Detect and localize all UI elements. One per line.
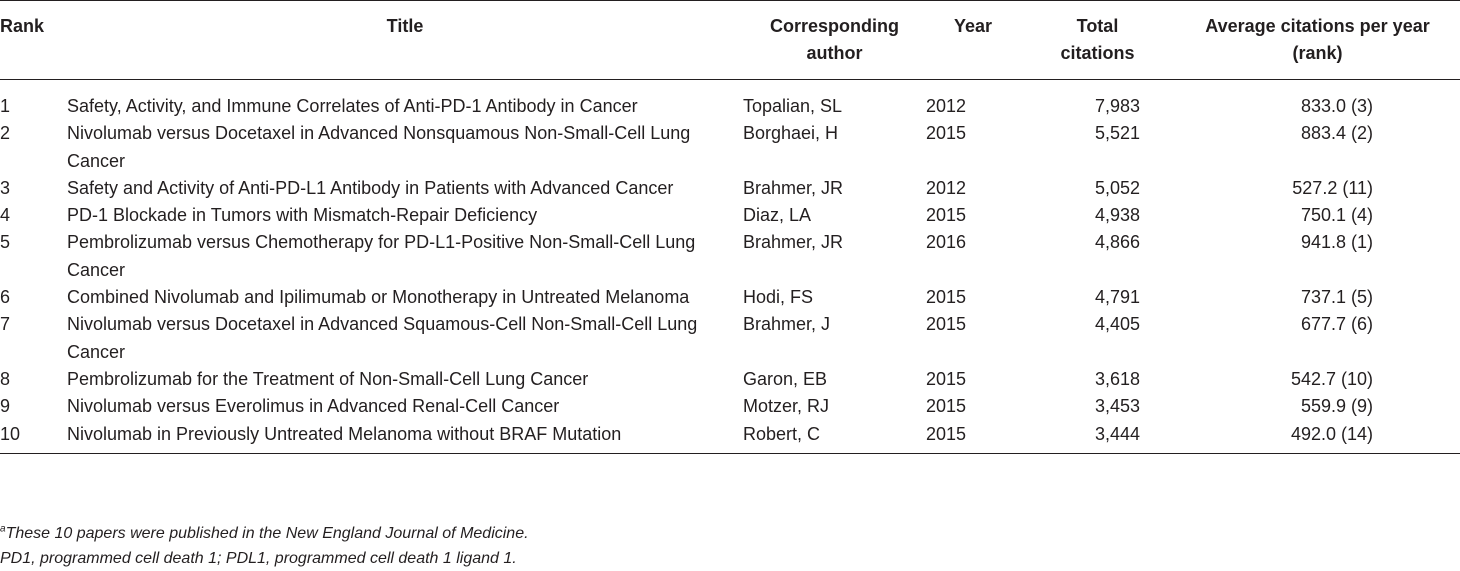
header-author-line2: author (806, 43, 863, 63)
table-footnotes (0, 521, 1460, 571)
cell-author: Brahmer, JR (743, 177, 844, 198)
cell-year: 2015 (926, 368, 967, 389)
cell-average-citations: 559.9 (9) (1300, 396, 1373, 417)
cell-title: Pembrolizumab versus Chemotherapy for PD-L1-Positive Non-Small-Cell Lung Cancer (67, 232, 696, 280)
cell-author: Brahmer, JR (743, 232, 844, 253)
header-author-line1: Corresponding (770, 16, 899, 36)
cell-average-citations: 542.7 (10) (1290, 368, 1373, 389)
cell-rank: 10 (0, 423, 21, 444)
cell-total-citations: 4,866 (1094, 232, 1140, 253)
cell-total-citations: 3,444 (1094, 423, 1140, 444)
cell-average-citations: 750.1 (4) (1300, 205, 1373, 226)
cell-author: Robert, C (743, 423, 821, 444)
cell-rank: 1 (0, 96, 11, 116)
cell-title: Nivolumab versus Docetaxel in Advanced Nonsquamous Non-Small-Cell Lung Cancer (67, 123, 691, 171)
cell-author: Brahmer, J (743, 314, 831, 335)
cell-average-citations: 492.0 (14) (1290, 423, 1373, 444)
cell-rank: 8 (0, 368, 11, 389)
table-row (0, 229, 1460, 284)
cell-total-citations: 4,791 (1094, 287, 1140, 308)
cell-author: Diaz, LA (743, 205, 812, 226)
cell-rank: 7 (0, 314, 11, 335)
table-row (0, 311, 1460, 366)
cell-author: Hodi, FS (743, 287, 814, 308)
table-row (0, 175, 1460, 202)
footnote-a-text: These 10 papers were published in the New England Journal of Medicine. (5, 525, 529, 542)
cell-author: Topalian, SL (743, 96, 843, 116)
cell-average-citations: 833.0 (3) (1300, 96, 1373, 116)
cell-title: Nivolumab versus Everolimus in Advanced Renal-Cell Cancer (67, 396, 560, 417)
table-row (0, 421, 1460, 454)
header-total-line1: Total (1076, 16, 1119, 36)
footnote-abbreviations: PD1, programmed cell death 1; PDL1, programmed cell death 1 ligand 1. (0, 550, 517, 567)
cell-author: Borghaei, H (743, 123, 839, 144)
cell-title: Combined Nivolumab and Ipilimumab or Monotherapy in Untreated Melanoma (67, 287, 690, 308)
cell-rank: 4 (0, 205, 11, 226)
header-avg-line1: Average citations per year (1205, 16, 1430, 36)
cell-total-citations: 7,983 (1094, 96, 1140, 116)
header-corresponding-author (743, 1, 926, 80)
cell-title: Pembrolizumab for the Treatment of Non-Small-Cell Lung Cancer (67, 368, 589, 389)
table-body (0, 80, 1460, 454)
cell-average-citations: 737.1 (5) (1300, 287, 1373, 308)
header-rank: Rank (0, 16, 45, 36)
cell-average-citations: 677.7 (6) (1300, 314, 1373, 335)
cell-total-citations: 3,618 (1094, 368, 1140, 389)
cell-title: Safety and Activity of Anti-PD-L1 Antibody in Patients with Advanced Cancer (67, 177, 674, 198)
cell-author: Garon, EB (743, 368, 828, 389)
cell-total-citations: 4,405 (1094, 314, 1140, 335)
cell-rank: 5 (0, 232, 11, 253)
cell-average-citations: 941.8 (1) (1300, 232, 1373, 253)
cell-rank: 9 (0, 396, 11, 417)
table-row (0, 284, 1460, 311)
footnote-marker: a (0, 523, 6, 535)
header-total-line2: citations (1060, 43, 1135, 63)
cell-year: 2016 (926, 232, 967, 253)
cell-total-citations: 5,521 (1094, 123, 1140, 144)
header-row (0, 1, 1460, 80)
cell-author: Motzer, RJ (743, 396, 830, 417)
cell-year: 2012 (926, 177, 967, 198)
cell-average-citations: 527.2 (11) (1292, 177, 1373, 198)
header-title: Title (386, 16, 424, 36)
cell-year: 2015 (926, 123, 967, 144)
table-row (0, 393, 1460, 420)
table-row (0, 80, 1460, 121)
cell-year: 2015 (926, 396, 967, 417)
cell-total-citations: 5,052 (1094, 177, 1140, 198)
header-avg-line2: (rank) (1292, 43, 1343, 63)
header-average-citations (1175, 1, 1460, 80)
header-year: Year (953, 16, 993, 36)
table-row (0, 366, 1460, 393)
cell-year: 2012 (926, 96, 967, 116)
cell-total-citations: 3,453 (1094, 396, 1140, 417)
cell-rank: 2 (0, 123, 11, 144)
cell-year: 2015 (926, 423, 967, 444)
header-total-citations (1020, 1, 1175, 80)
cell-title: Nivolumab in Previously Untreated Melanoma without BRAF Mutation (67, 423, 622, 444)
cell-title: Nivolumab versus Docetaxel in Advanced Squamous-Cell Non-Small-Cell Lung Cancer (67, 314, 698, 362)
cell-rank: 3 (0, 177, 11, 198)
cell-title: Safety, Activity, and Immune Correlates of Anti-PD-1 Antibody in Cancer (67, 96, 638, 116)
table-row (0, 202, 1460, 229)
cell-average-citations: 883.4 (2) (1300, 123, 1373, 144)
cell-year: 2015 (926, 287, 967, 308)
table-header (0, 1, 1460, 80)
footnote-a (0, 521, 1460, 546)
cell-title: PD-1 Blockade in Tumors with Mismatch-Repair Deficiency (67, 205, 538, 226)
cell-rank: 6 (0, 287, 11, 308)
cell-total-citations: 4,938 (1094, 205, 1140, 226)
cell-year: 2015 (926, 314, 967, 335)
table-row (0, 120, 1460, 175)
cell-year: 2015 (926, 205, 967, 226)
